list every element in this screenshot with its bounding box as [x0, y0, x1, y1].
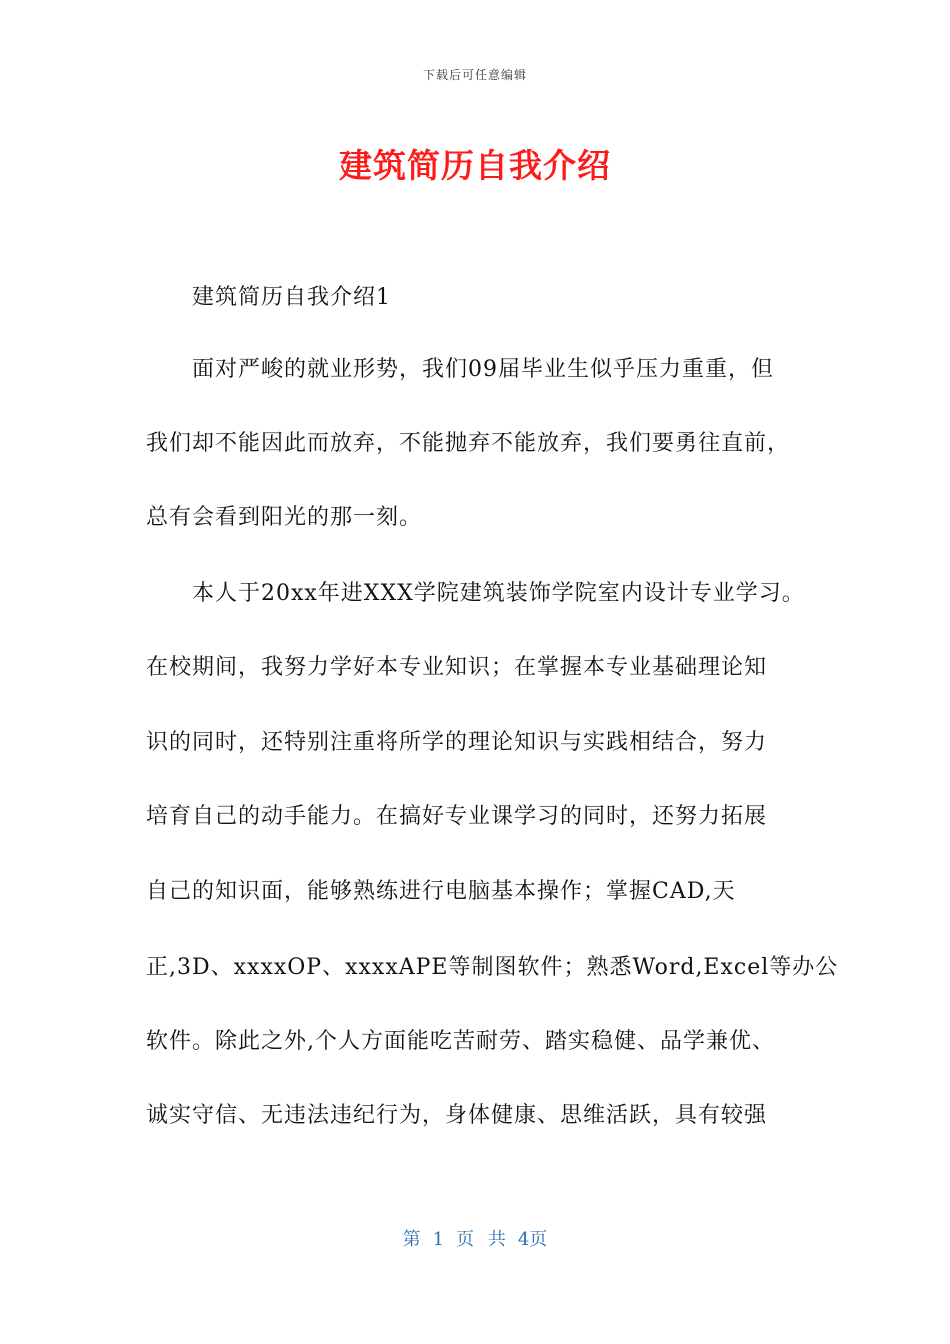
paragraph1-line: 总有会看到阳光的那一刻。	[146, 505, 423, 530]
paragraph2-line: 自己的知识面，能够熟练进行电脑基本操作；掌握CAD,天	[146, 879, 736, 904]
document-title: 建筑简历自我介绍	[339, 146, 611, 185]
footer-total: 4页	[517, 1229, 548, 1250]
paragraph2-line: 本人于20xx年进XXX学院建筑装饰学院室内设计专业学习。	[192, 581, 805, 606]
footer-prefix: 第	[402, 1229, 421, 1250]
paragraph2-line: 在校期间，我努力学好本专业知识；在掌握本专业基础理论知	[146, 655, 768, 680]
paragraph2-line: 培育自己的动手能力。在搞好专业课学习的同时，还努力拓展	[146, 804, 768, 829]
paragraph2-line: 软件。除此之外,个人方面能吃苦耐劳、踏实稳健、品学兼优、	[146, 1029, 775, 1054]
paragraph2-line: 正,3D、xxxxOP、xxxxAPE等制图软件；熟悉Word,Excel等办公	[146, 955, 839, 980]
page-footer	[0, 1225, 950, 1251]
footer-page-number: 1	[432, 1229, 445, 1250]
paragraph2-line: 诚实守信、无违法违纪行为，身体健康、思维活跃，具有较强	[146, 1103, 768, 1128]
paragraph1-line: 面对严峻的就业形势，我们09届毕业生似乎压力重重，但	[192, 357, 774, 382]
header-note: 下载后可任意编辑	[422, 68, 527, 82]
paragraph1-line: 我们却不能因此而放弃，不能抛弃不能放弃，我们要勇往直前，	[146, 431, 791, 456]
section-heading: 建筑简历自我介绍1	[192, 285, 391, 310]
paragraph2-line: 识的同时，还特别注重将所学的理论知识与实践相结合，努力	[146, 730, 768, 755]
footer-middle: 页 共	[456, 1229, 506, 1250]
